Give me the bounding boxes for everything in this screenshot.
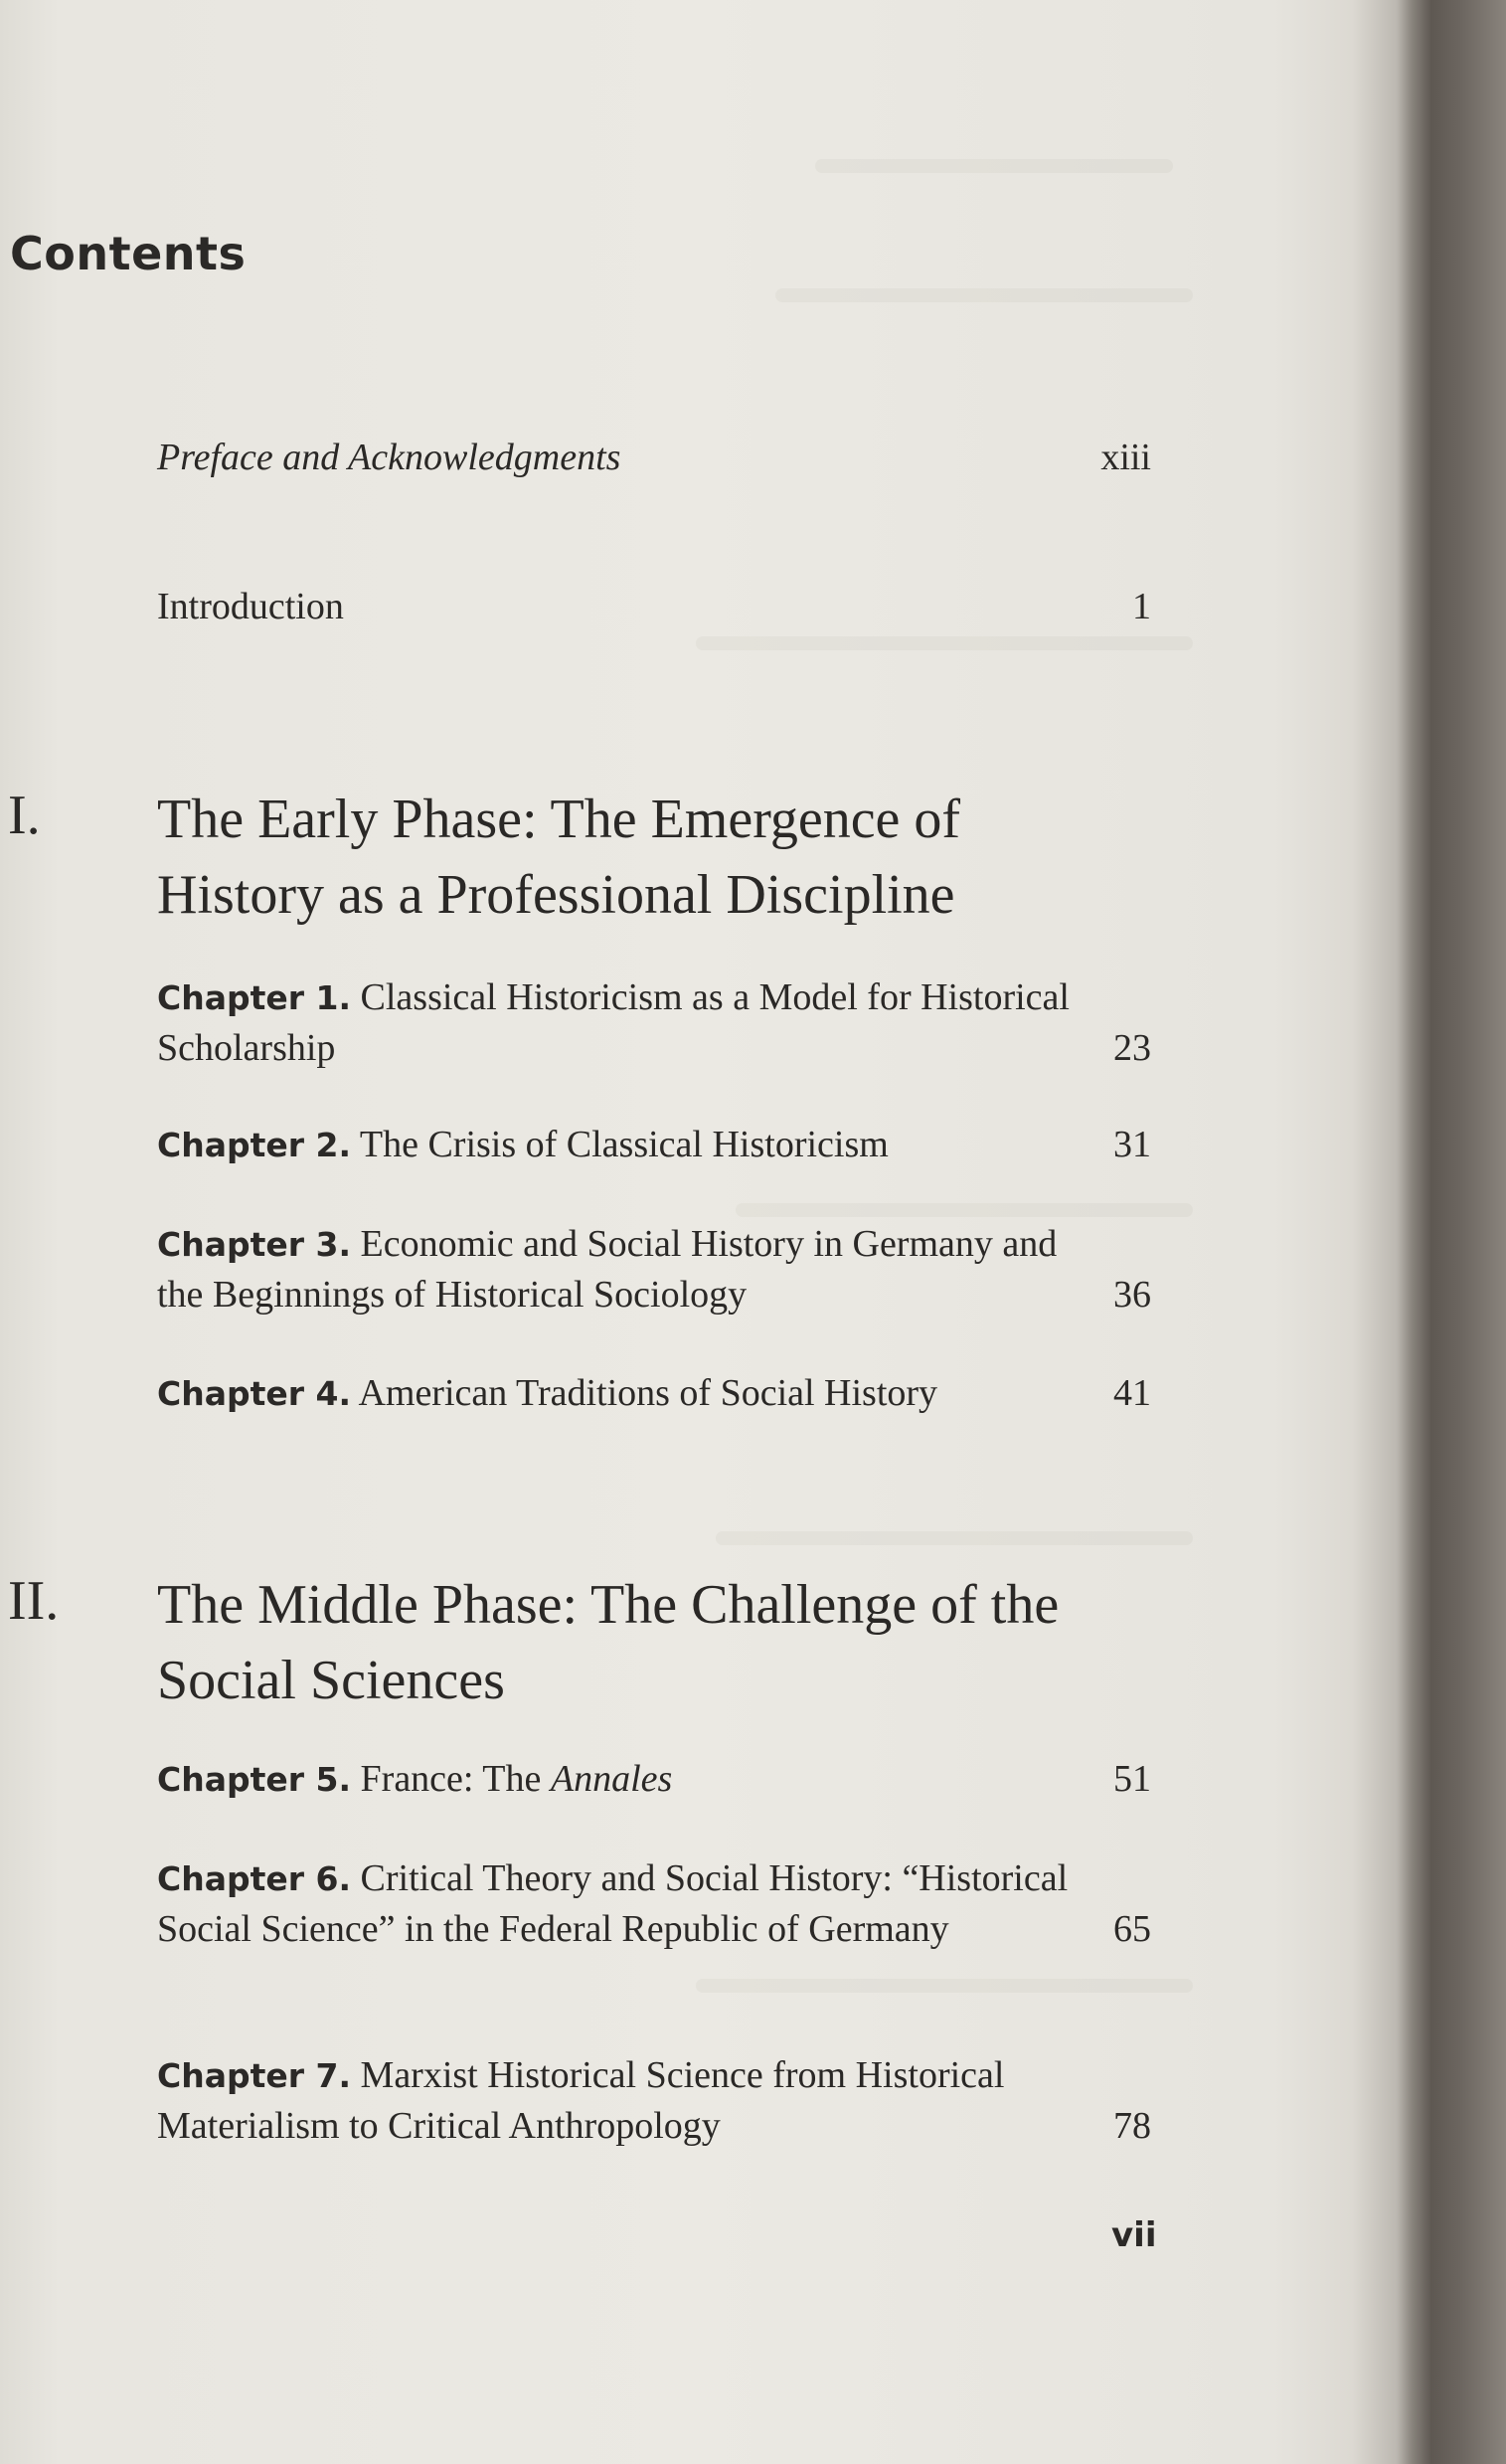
toc-entry-chapter-6[interactable] (157, 1853, 1151, 1955)
show-through-line (815, 159, 1173, 173)
chapter-label: Chapter 3. (157, 1225, 352, 1264)
toc-entry-chapter-7[interactable] (157, 2050, 1151, 2152)
chapter-title-emphasis: Annales (550, 1758, 673, 1800)
folio-page-number: vii (1111, 2215, 1157, 2255)
toc-entry-chapter-4[interactable] (157, 1368, 1151, 1419)
part-number: II. (8, 1570, 60, 1632)
page-number: 65 (1113, 1908, 1151, 1950)
chapter-label: Chapter 4. (157, 1374, 352, 1413)
chapter-title: American Traditions of Social History (358, 1372, 938, 1414)
chapter-label: Chapter 1. (157, 978, 352, 1017)
page-number: 1 (1132, 586, 1151, 627)
page-number: 41 (1113, 1372, 1151, 1414)
page-number: 78 (1113, 2105, 1151, 2147)
part-title: The Early Phase: The Emergence of History as a Professional Discipline (157, 789, 961, 926)
chapter-label: Chapter 7. (157, 2056, 352, 2095)
page-number: 31 (1113, 1124, 1151, 1165)
toc-entry-chapter-5[interactable] (157, 1754, 1151, 1805)
page-number: xiii (1100, 437, 1151, 478)
chapter-label: Chapter 2. (157, 1126, 352, 1164)
chapter-title: France: The (360, 1758, 551, 1800)
chapter-label: Chapter 5. (157, 1760, 352, 1799)
show-through-line (696, 1979, 1193, 1993)
show-through-line (775, 288, 1193, 302)
chapter-label: Chapter 6. (157, 1859, 352, 1898)
chapter-title: Marxist Historical Science from Historical Materialism to Critical Anthropology (157, 2054, 1005, 2147)
entry-title: Preface and Acknowledgments (157, 437, 621, 478)
chapter-title: Economic and Social History in Germany and the Beginnings of Historical Sociology (157, 1223, 1058, 1316)
show-through-line (736, 1203, 1193, 1217)
page-number: 36 (1113, 1274, 1151, 1316)
toc-entry-chapter-1[interactable] (157, 972, 1151, 1074)
toc-entry-chapter-2[interactable] (157, 1120, 1151, 1170)
contents-heading: Contents (10, 227, 247, 280)
chapter-title: Classical Historicism as a Model for Historical Scholarship (157, 976, 1070, 1069)
show-through-line (696, 636, 1193, 650)
part-title: The Middle Phase: The Challenge of the Social Sciences (157, 1574, 1060, 1711)
toc-entry-preface[interactable] (157, 436, 1151, 479)
toc-entry-chapter-3[interactable] (157, 1219, 1151, 1320)
page-number: 51 (1113, 1758, 1151, 1800)
page-number: 23 (1113, 1027, 1151, 1069)
chapter-title: The Crisis of Classical Historicism (359, 1124, 889, 1165)
chapter-title: Critical Theory and Social History: “Historical Social Science” in the Federal Republic of Germany (157, 1857, 1069, 1950)
show-through-line (716, 1531, 1193, 1545)
part-number: I. (8, 785, 41, 846)
toc-entry-introduction[interactable] (157, 585, 1151, 628)
entry-title: Introduction (157, 586, 344, 627)
